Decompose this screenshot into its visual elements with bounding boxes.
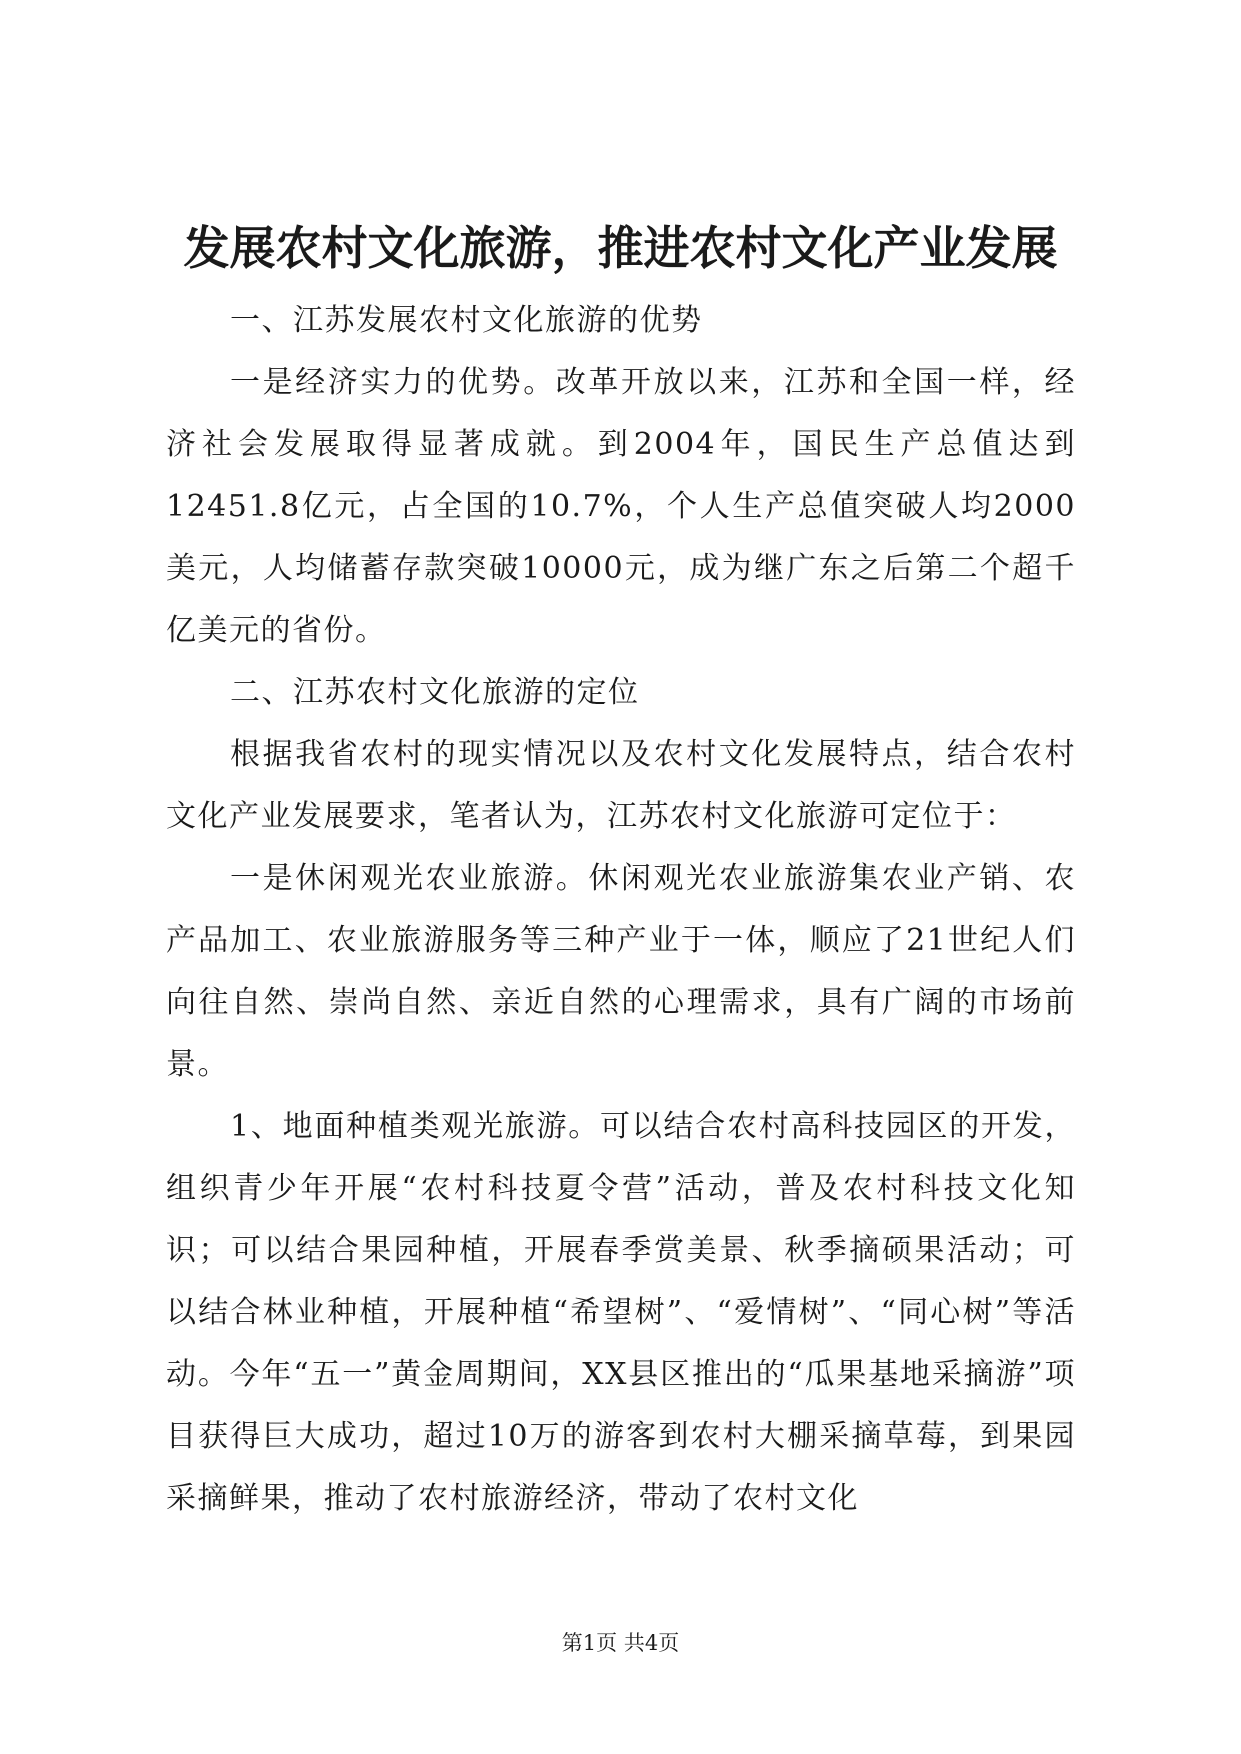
document-body — [166, 290, 1076, 1530]
section-heading-advantages: 一、江苏发展农村文化旅游的优势 — [230, 303, 703, 338]
paragraph-economic-strength: 一是经济实力的优势。改革开放以来，江苏和全国一样，经济社会发展取得显著成就。到2004年，国民生产总值达到12451.8亿元，占全国的10.7%，个人生产总值突破人均2000美元，人均储蓄存款突破10000元，成为继广东之后第二个超千亿美元的省份。 — [166, 365, 1076, 648]
paragraph-leisure-agriculture: 一是休闲观光农业旅游。休闲观光农业旅游集农业产销、农产品加工、农业旅游服务等三种产业于一体，顺应了21世纪人们向往自然、崇尚自然、亲近自然的心理需求，具有广阔的市场前景。 — [166, 861, 1076, 1082]
paragraph-positioning-intro: 根据我省农村的现实情况以及农村文化发展特点，结合农村文化产业发展要求，笔者认为，江苏农村文化旅游可定位于： — [166, 737, 1076, 834]
document-title: 发展农村文化旅游，推进农村文化产业发展 — [183, 221, 1058, 275]
paragraph-planting-tourism: 1、地面种植类观光旅游。可以结合农村高科技园区的开发，组织青少年开展“农村科技夏令营”活动，普及农村科技文化知识；可以结合果园种植，开展春季赏美景、秋季摘硕果活动；可以结合林业种植，开展种植“希望树”、“爱情树”、“同心树”等活动。今年“五一”黄金周期间，XX县区推出的“瓜果基地采摘游”项目获得巨大成功，超过10万的游客到农村大棚采摘草莓，到果园采摘鲜果，推动了农村旅游经济，带动了农村文化 — [166, 1109, 1076, 1516]
page-footer: 第1页 共4页 — [561, 1631, 680, 1655]
section-heading-positioning: 二、江苏农村文化旅游的定位 — [230, 675, 640, 710]
